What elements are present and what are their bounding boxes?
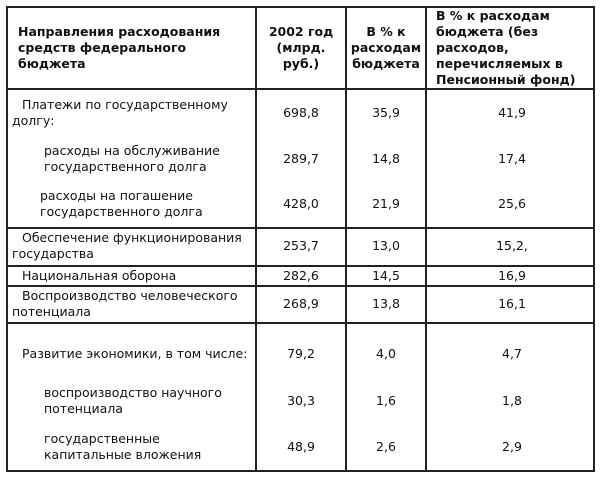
value-percent: 14,5 <box>372 267 400 283</box>
value-billion-rub: 698,8 <box>283 104 319 120</box>
value-percent-no-pension: 16,1 <box>498 295 526 311</box>
value-billion-rub: 253,7 <box>283 238 319 253</box>
value-percent: 14,8 <box>372 150 400 166</box>
row-divider <box>8 322 593 324</box>
column-divider <box>345 8 347 470</box>
value-percent-no-pension: 2,9 <box>502 439 522 454</box>
row-label: Воспроизводство человеческого потенциала <box>12 287 238 319</box>
row-label: Обеспечение функционирования государства <box>12 230 242 261</box>
row-label: воспроизводство научного потенциала <box>44 384 222 416</box>
value-percent: 13,8 <box>372 295 400 311</box>
column-divider <box>255 8 257 470</box>
value-percent-no-pension: 4,7 <box>502 345 522 361</box>
value-percent-no-pension: 1,8 <box>502 392 522 408</box>
value-billion-rub: 30,3 <box>287 392 315 408</box>
value-percent: 4,0 <box>376 345 396 361</box>
row-label: государственные капитальные вложения <box>44 431 202 462</box>
value-percent-no-pension: 15,2, <box>496 238 528 253</box>
row-label: Национальная оборона <box>22 267 177 283</box>
value-percent: 21,9 <box>372 195 400 211</box>
value-billion-rub: 282,6 <box>283 267 319 283</box>
value-percent: 35,9 <box>372 104 400 120</box>
row-label: Развитие экономики, в том числе: <box>22 345 248 361</box>
header-direction: Направления расходования средств федерального бюджета <box>18 24 221 71</box>
value-percent-no-pension: 25,6 <box>498 195 526 211</box>
value-percent-no-pension: 41,9 <box>498 104 526 120</box>
row-label: расходы на обслуживание государственного долга <box>44 142 220 174</box>
value-billion-rub: 268,9 <box>283 295 319 311</box>
value-billion-rub: 48,9 <box>287 439 315 454</box>
row-label: расходы на погашение государственного долга <box>40 187 203 219</box>
row-label: Платежи по государственному долгу: <box>12 96 228 128</box>
value-billion-rub: 428,0 <box>283 195 319 211</box>
value-percent-no-pension: 16,9 <box>498 267 526 283</box>
value-percent-no-pension: 17,4 <box>498 150 526 166</box>
value-percent: 2,6 <box>376 439 396 454</box>
column-divider <box>425 8 427 470</box>
header-percent-no-pension: В % к расходам бюджета (без расходов, перечисляемых в Пенсионный фонд) <box>436 8 576 87</box>
value-billion-rub: 289,7 <box>283 150 319 166</box>
header-year: 2002 год (млрд. руб.) <box>268 24 334 71</box>
value-percent: 13,0 <box>372 238 400 253</box>
value-percent: 1,6 <box>376 392 396 408</box>
value-billion-rub: 79,2 <box>287 345 315 361</box>
header-percent: В % к расходам бюджета <box>350 24 422 71</box>
